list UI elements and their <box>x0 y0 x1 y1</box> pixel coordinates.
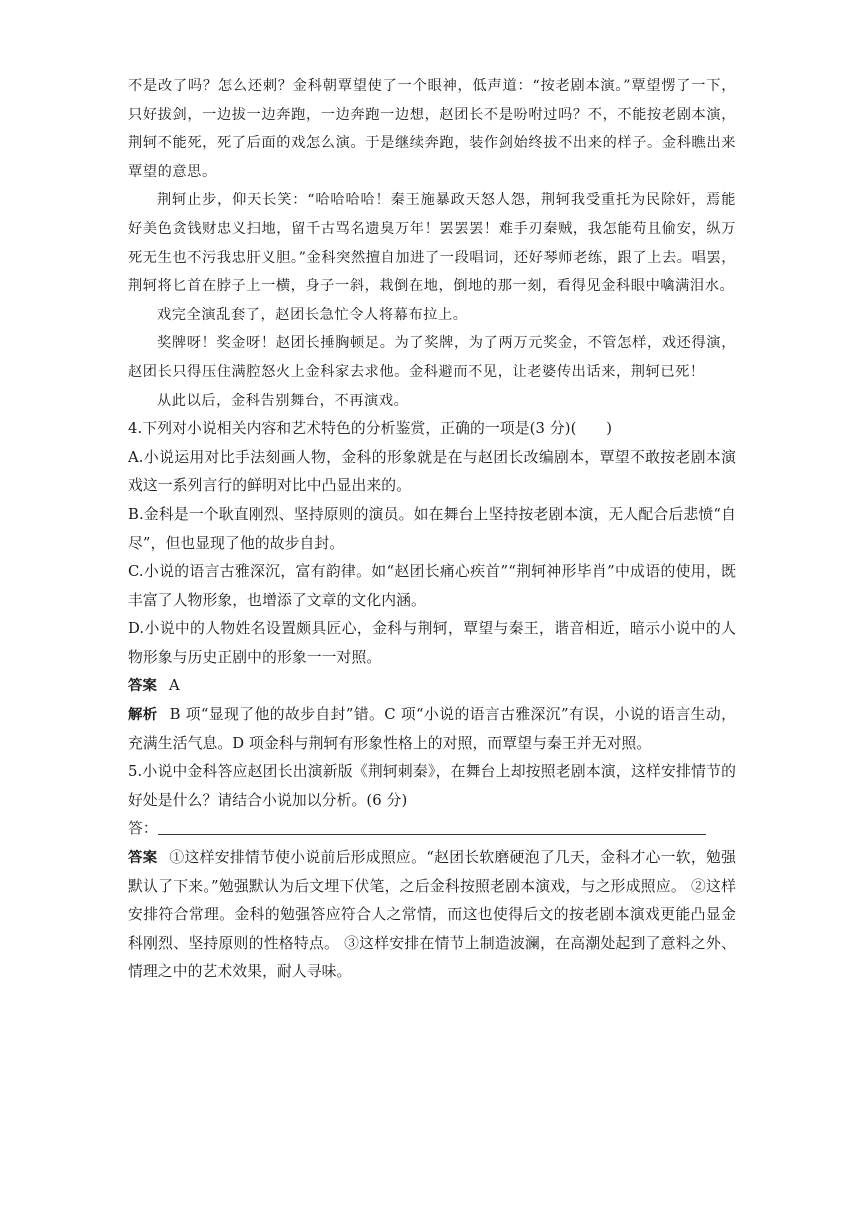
question-4-answer <box>128 672 736 701</box>
answer-text: ①这样安排情节使小说前后形成照应。“赵团长软磨硬泡了几天，金科才心一软，勉强默认了下来。”勉强默认为后文埋下伏笔，之后金科按照老剧本演戏，与之形成照应。 ②这样安排符合常理。金科的勉强答应符合人之常情，而这也使得后文的按老剧本演戏更能凸显金科刚烈、坚持原则的性格特点。 ③这样安排在情节上制造波澜，在高潮处起到了意料之外、情理之中的艺术效果，耐人寻味。 <box>128 849 736 981</box>
blank-label: 答： <box>128 820 158 838</box>
document-page <box>128 72 736 987</box>
story-paragraph-3: 戏完全演乱套了，赵团长急忙令人将幕布拉上。 <box>157 306 468 323</box>
analysis-text: B 项“显现了他的故步自封”错。C 项“小说的语言古雅深沉”有误，小说的语言生动，充满生活气息。D 项金科与荆轲有形象性格上的对照，而覃望与秦王并无对照。 <box>128 706 736 752</box>
question-5-blank <box>128 815 736 844</box>
story-paragraph-2: 荆轲止步，仰天长笑：“哈哈哈哈！秦王施暴政天怒人怨，荆轲我受重托为民除奸，焉能好美色贪钱财忠义扫地，留千古骂名遗臭万年！罢罢罢！难手刃秦贼，我怎能苟且偷安，纵万死无生也不污我忠肝义胆。”金科突然擅自加进了一段唱词，还好琴师老练，跟了上去。唱罢，荆轲将匕首在脖子上一横，身子一斜，栽倒在地，倒地的那一刻，看得见金科眼中噙满泪水。 <box>128 192 736 295</box>
question-5-stem: 5.小说中金科答应赵团长出演新版《荆轲刺秦》，在舞台上却按照老剧本演，这样安排情节的好处是什么？请结合小说加以分析。(6 分) <box>128 763 736 809</box>
answer-value: A <box>168 677 180 695</box>
story-paragraph-5: 从此以后，金科告别舞台，不再演戏。 <box>157 392 409 409</box>
question-4-stem: 4.下列对小说相关内容和艺术特色的分析鉴赏，正确的一项是(3 分)( ) <box>128 420 613 438</box>
question-4-option-c: C.小说的语言古雅深沉，富有韵律。如“赵团长痛心疾首”“荆轲神形毕肖”中成语的使用，既丰富了人物形象，也增添了文章的文化内涵。 <box>128 563 736 609</box>
question-4-analysis <box>128 701 736 758</box>
story-paragraph-1: 不是改了吗？怎么还刺？金科朝覃望使了一个眼神，低声道：“按老剧本演。”覃望愣了一下，只好拔剑，一边拔一边奔跑，一边奔跑一边想，赵团长不是吩咐过吗？不，不能按老剧本演，荆轲不能死，死了后面的戏怎么演。于是继续奔跑，装作剑始终拔不出来的样子。金科瞧出来覃望的意思。 <box>128 78 736 180</box>
story-paragraph-4: 奖牌呀！奖金呀！赵团长捶胸顿足。为了奖牌，为了两万元奖金，不管怎样，戏还得演，赵团长只得压住满腔怒火上金科家去求他。金科避而不见，让老婆传出话来，荆轲已死！ <box>128 335 736 380</box>
question-4-option-d: D.小说中的人物姓名设置颇具匠心，金科与荆轲，覃望与秦王，谐音相近，暗示小说中的人物形象与历史正剧中的形象一一对照。 <box>128 620 736 666</box>
answer-label: 答案 <box>128 850 158 867</box>
answer-blank-line[interactable] <box>158 818 706 835</box>
answer-label: 答案 <box>128 678 157 695</box>
question-4-option-b: B.金科是一个耿直刚烈、坚持原则的演员。如在舞台上坚持按老剧本演，无人配合后悲愤“自尽”，但也显现了他的故步自封。 <box>128 505 736 552</box>
question-5-answer <box>128 844 736 987</box>
analysis-label: 解析 <box>128 707 158 724</box>
question-4-option-a: A.小说运用对比手法刻画人物，金科的形象就是在与赵团长改编剧本，覃望不敢按老剧本演戏这一系列言行的鲜明对比中凸显出来的。 <box>128 448 736 495</box>
